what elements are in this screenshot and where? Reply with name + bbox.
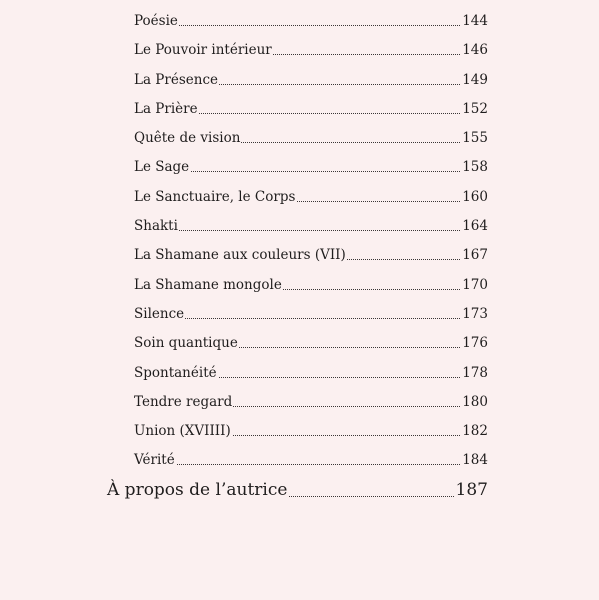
toc-entry-title: Spontanéité — [134, 364, 217, 381]
toc-entry-title: Le Sage — [134, 159, 190, 176]
toc-entry — [134, 270, 488, 298]
toc-entry-title: Quête de vision — [134, 130, 241, 147]
toc-entry — [134, 240, 488, 268]
toc-entry — [134, 65, 488, 93]
toc-entry-title: Le Sanctuaire, le Corps — [134, 188, 296, 205]
toc-entry — [134, 6, 488, 34]
toc-entry-title: Shakti — [134, 218, 178, 235]
toc-entry-page: 149 — [462, 71, 488, 88]
toc-entry-page: 178 — [462, 364, 488, 381]
toc-entry-title: La Présence — [134, 71, 218, 88]
toc-entry — [134, 123, 488, 151]
toc-entry-title: Union (XVIIII) — [134, 423, 231, 440]
toc-entry-title: Le Pouvoir intérieur — [134, 42, 272, 59]
dot-leader — [134, 25, 488, 26]
toc-entry-page: 176 — [462, 335, 488, 352]
toc-entry — [134, 416, 488, 444]
toc-entry — [134, 182, 488, 210]
toc-entry — [134, 387, 488, 415]
dot-leader — [134, 318, 488, 319]
toc-entry-page: 167 — [462, 247, 488, 264]
toc-entry-title: Poésie — [134, 13, 178, 29]
toc-entry-page: 144 — [462, 13, 488, 29]
toc-entry-page: 184 — [462, 452, 488, 469]
toc-entry-title: La Shamane mongole — [134, 276, 282, 293]
dot-leader — [134, 230, 488, 231]
toc-entry-about-author — [107, 475, 488, 507]
toc-entry-page: 173 — [462, 305, 488, 322]
toc-entry-title: La Shamane aux couleurs (VII) — [134, 247, 346, 264]
toc-entry-title: Soin quantique — [134, 335, 238, 352]
toc-entry — [134, 211, 488, 239]
toc-entry-title: Vérité — [134, 452, 175, 469]
toc-entry-page: 170 — [462, 276, 488, 293]
toc-entry — [134, 358, 488, 386]
toc-entry — [134, 94, 488, 122]
toc-entry-page: 187 — [455, 480, 488, 500]
toc-entry-title: La Prière — [134, 100, 198, 117]
toc-entry — [134, 328, 488, 356]
toc-entry — [134, 152, 488, 180]
toc-entry-title: Silence — [134, 305, 185, 322]
toc-entry — [134, 299, 488, 327]
toc-entry-page: 155 — [462, 130, 488, 147]
toc-entry-page: 146 — [462, 42, 488, 59]
dot-leader — [134, 464, 488, 465]
toc-entry-page: 180 — [462, 393, 488, 410]
toc-entry — [134, 445, 488, 473]
table-of-contents — [134, 6, 488, 475]
toc-entry-page: 158 — [462, 159, 488, 176]
toc-entry-title: À propos de l’autrice — [107, 480, 288, 500]
toc-entry — [134, 35, 488, 63]
toc-entry-title: Tendre regard — [134, 393, 233, 410]
toc-entry-page: 152 — [462, 100, 488, 117]
toc-entry-page: 182 — [462, 423, 488, 440]
toc-entry-page: 160 — [462, 188, 488, 205]
toc-entry-page: 164 — [462, 218, 488, 235]
